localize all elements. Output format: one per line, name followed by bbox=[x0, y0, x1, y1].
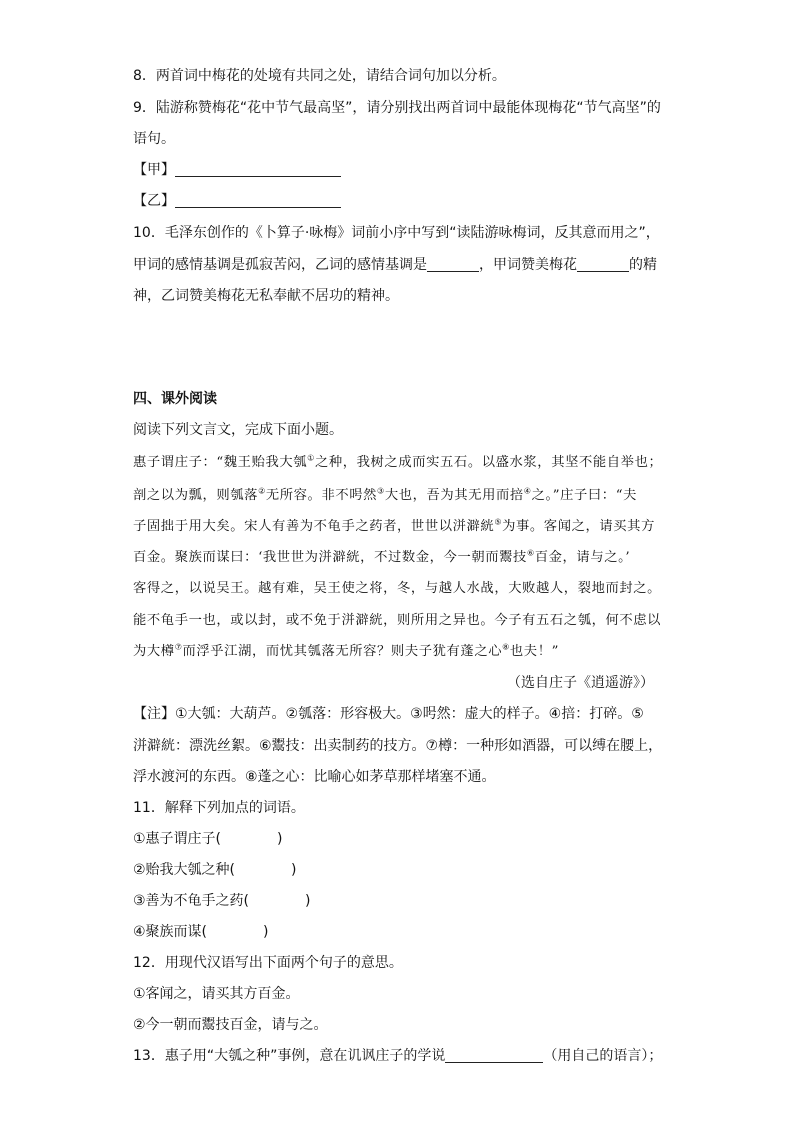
q11-item-text: ①惠子谓庄子( bbox=[133, 831, 222, 847]
passage-text: 为事。客闻之，请买其方 bbox=[502, 519, 655, 534]
note-marker: ③ bbox=[377, 486, 385, 496]
note-marker: ⑦ bbox=[174, 642, 183, 652]
question-10-line-1: 10．毛泽东创作的《卜算子·咏梅》词前小序中写到“读陆游咏梅词，反其意而用之”， bbox=[133, 225, 660, 241]
passage-line-5: 客得之，以说吴王。越有难，吴王使之将，冬，与越人水战，大败越人，裂地而封之。 bbox=[133, 581, 662, 596]
passage-text: 子固拙于用大矣。宋人有善为不龟手之药者，世世以洴澼絖 bbox=[133, 519, 495, 534]
note-marker: ② bbox=[258, 486, 266, 496]
answer-jia-label: 【甲】 bbox=[133, 162, 175, 178]
question-12-title: 12．用现代汉语写出下面两个句子的意思。 bbox=[133, 955, 403, 971]
q10-text-a: 甲词的感情基调是孤寂苦闷，乙词的感情基调是 bbox=[133, 257, 427, 273]
question-8: 8．两首词中梅花的处境有共同之处，请结合词句加以分析。 bbox=[133, 68, 506, 84]
passage-line-4 bbox=[133, 549, 630, 567]
answer-jia-blank[interactable] bbox=[175, 162, 341, 177]
note-marker: ⑥ bbox=[526, 548, 535, 558]
q11-close-paren: ) bbox=[305, 893, 311, 909]
q10-text-c: 的精 bbox=[629, 257, 657, 273]
note-marker: ⑤ bbox=[494, 517, 503, 527]
passage-text: 剖之以为瓢，则瓠落 bbox=[133, 488, 259, 503]
q11-item-text: ③善为不龟手之药( bbox=[133, 893, 250, 909]
passage-text: 为大樽 bbox=[133, 644, 175, 659]
q11-close-paren: ) bbox=[263, 924, 269, 940]
q11-close-paren: ) bbox=[277, 831, 283, 847]
question-10-line-2 bbox=[133, 256, 657, 274]
q10-text-b: ，甲词赞美梅花 bbox=[479, 257, 577, 273]
question-10-line-3: 神，乙词赞美梅花无私奉献不居功的精神。 bbox=[133, 288, 399, 304]
notes-line-1: 【注】①大瓠：大葫芦。②瓠落：形容极大。③呺然：虚大的样子。④掊：打碎。⑤ bbox=[133, 706, 644, 722]
question-9-line-1: 9．陆游称赞梅花“花中节气最高坚”，请分别找出两首词中最能体现梅花“节气高坚”的 bbox=[133, 100, 661, 116]
q12-sentence-2: ②今一朝而鬻技百金，请与之。 bbox=[133, 1017, 328, 1033]
q11-item-3 bbox=[133, 892, 310, 910]
q11-item-4 bbox=[133, 923, 268, 941]
passage-line-7 bbox=[133, 643, 559, 661]
passage-text: 百金，请与之。’ bbox=[534, 550, 631, 565]
passage-text: 惠子谓庄子：“魏王贻我大瓠 bbox=[133, 455, 308, 470]
q11-item-1 bbox=[133, 830, 282, 848]
passage-line-6: 能不龟手一也，或以封，或不免于洴澼絖，则所用之异也。今子有五石之瓠，何不虑以 bbox=[133, 613, 662, 628]
passage-text: 之。”庄子曰：“夫 bbox=[531, 488, 638, 503]
answer-jia-row bbox=[133, 161, 341, 179]
q13-text-end: （用自己的语言）； bbox=[543, 1048, 663, 1064]
answer-yi-blank[interactable] bbox=[175, 193, 341, 208]
q11-item-text: ④聚族而谋( bbox=[133, 924, 208, 940]
passage-line-2 bbox=[133, 487, 637, 505]
notes-line-3: 浮水渡河的东西。⑧蓬之心：比喻心如茅草那样堵塞不通。 bbox=[133, 769, 496, 785]
passage-text: 无所容。非不呺然 bbox=[265, 488, 378, 503]
note-marker: ④ bbox=[523, 486, 532, 496]
section-heading: 四、课外阅读 bbox=[133, 391, 217, 407]
note-marker: ① bbox=[307, 453, 315, 463]
q13-blank[interactable] bbox=[445, 1048, 543, 1063]
q11-close-paren: ) bbox=[291, 862, 297, 878]
passage-line-3 bbox=[133, 518, 655, 536]
passage-text: 也夫！” bbox=[509, 644, 559, 659]
passage-text: 百金。聚族而谋曰：‘我世世为洴澼絖，不过数金，今一朝而鬻技 bbox=[133, 550, 527, 565]
passage-text: 之种，我树之成而实五石。以盛水浆，其坚不能自举也； bbox=[314, 455, 663, 470]
passage-text: 而浮乎江湖，而忧其瓠落无所容？则夫子犹有蓬之心 bbox=[182, 644, 503, 659]
q12-sentence-1: ①客闻之，请买其方百金。 bbox=[133, 986, 300, 1002]
note-marker: ⑧ bbox=[502, 642, 510, 652]
passage-source: （选自庄子《逍遥游》） bbox=[507, 675, 654, 691]
q11-item-text: ②贻我大瓠之种( bbox=[133, 862, 236, 878]
q10-blank-2[interactable] bbox=[577, 257, 629, 272]
question-13 bbox=[133, 1047, 662, 1065]
question-9-line-2: 语句。 bbox=[133, 131, 175, 147]
q13-text: 13．惠子用“大瓠之种”事例，意在讥讽庄子的学说 bbox=[133, 1048, 446, 1064]
q11-item-2 bbox=[133, 861, 296, 879]
passage-line-1 bbox=[133, 454, 662, 472]
q10-blank-1[interactable] bbox=[427, 257, 479, 272]
answer-yi-label: 【乙】 bbox=[133, 193, 175, 209]
passage-text: 大也，吾为其无用而掊 bbox=[384, 488, 524, 503]
question-11-title: 11．解释下列加点的词语。 bbox=[133, 800, 305, 816]
answer-yi-row bbox=[133, 192, 341, 210]
notes-line-2: 洴澼絖：漂洗丝絮。⑥鬻技：出卖制药的技方。⑦樽：一种形如酒器，可以缚在腰上， bbox=[133, 738, 663, 754]
reading-intro: 阅读下列文言文，完成下面小题。 bbox=[133, 422, 343, 438]
